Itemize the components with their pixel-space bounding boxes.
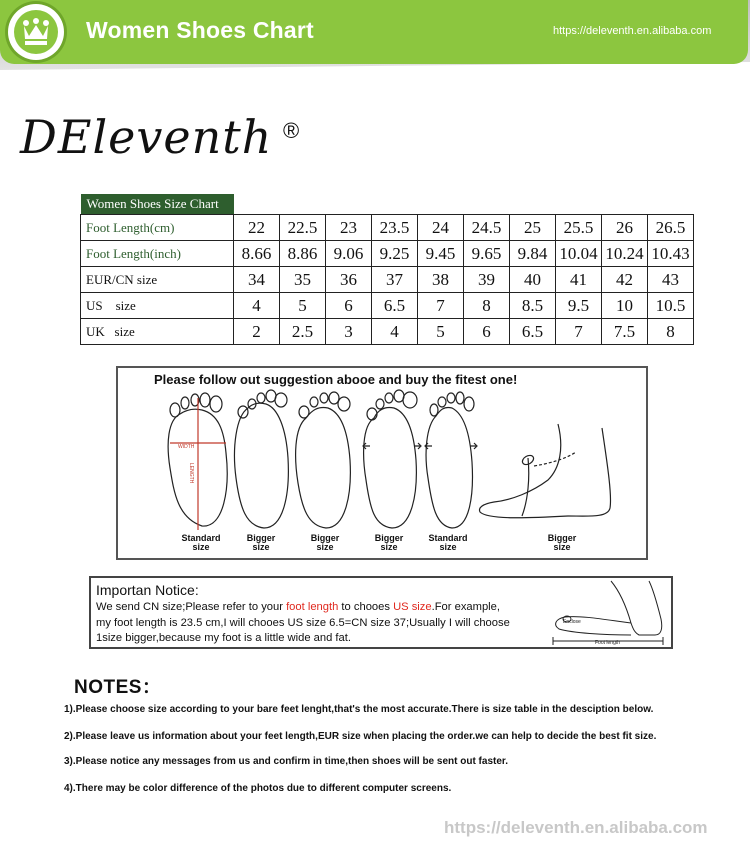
table-cell: 9.45 (418, 241, 464, 267)
table-row (81, 267, 694, 293)
table-cell: 39 (464, 267, 510, 293)
note-item: 3).Please notice any messages from us and confirm in time,then shoes will be sent out faster. (64, 756, 509, 767)
note-item: 4).There may be color difference of the photos due to different computer screens. (64, 783, 452, 794)
row-label: Foot Length(inch) (81, 241, 234, 267)
table-cell: 5 (418, 319, 464, 345)
foot-label-line: Standard (428, 533, 468, 543)
row-label: US size (81, 293, 234, 319)
table-cell: 6.5 (372, 293, 418, 319)
table-cell: 24.5 (464, 215, 510, 241)
table-cell: 8 (464, 293, 510, 319)
feet-illustration (118, 368, 646, 558)
foot-label-line: size (553, 542, 571, 552)
foot-label-line: Bigger (246, 533, 276, 543)
table-cell: 42 (602, 267, 648, 293)
table-cell: 2 (234, 319, 280, 345)
foot-label-line: Bigger (374, 533, 404, 543)
table-cell: 10.43 (648, 241, 694, 267)
notice-title: Importan Notice: (96, 582, 199, 598)
foot-guide-title: Please follow out suggestion abooe and buy the fitest one! (154, 372, 518, 387)
table-cell: 36 (326, 267, 372, 293)
foot-length-label: Foot length (595, 640, 621, 646)
foot-measure-icon (543, 579, 673, 647)
table-cell: 10.24 (602, 241, 648, 267)
table-row (81, 293, 694, 319)
table-row (81, 215, 694, 241)
width-label: WIDTH (178, 444, 195, 450)
table-cell: 4 (372, 319, 418, 345)
table-cell: 6 (464, 319, 510, 345)
notice-highlight: US size (393, 601, 432, 613)
logo-inner (14, 10, 58, 54)
table-cell: 9.84 (510, 241, 556, 267)
table-row (81, 319, 694, 345)
foot-side-view-icon (480, 424, 611, 518)
foot-outline-icon (235, 390, 289, 528)
brand-name: DEleventh (20, 110, 273, 164)
table-cell: 5 (280, 293, 326, 319)
row-label: UK size (81, 319, 234, 345)
table-cell: 10 (602, 293, 648, 319)
foot-label-standard (418, 534, 478, 552)
size-chart-table (80, 194, 694, 345)
table-cell: 37 (372, 267, 418, 293)
notice-text (96, 600, 536, 647)
notice-text-segment: to chooes (338, 601, 394, 613)
table-cell: 24 (418, 215, 464, 241)
logo-badge (8, 4, 64, 60)
foot-label-bigger (359, 534, 419, 552)
table-cell: 43 (648, 267, 694, 293)
foot-outline-icon (168, 393, 227, 530)
store-url[interactable]: https://deleventh.en.alibaba.com (553, 25, 712, 37)
foot-label-bigger (295, 534, 355, 552)
size-table-header-blank (234, 194, 694, 215)
registered-mark: ® (283, 118, 300, 143)
note-item: 2).Please leave us information about your feet length,EUR size when placing the order.we can help to decide the best fit size. (64, 731, 657, 742)
foot-label-line: Standard (181, 533, 221, 543)
row-label: Foot Length(cm) (81, 215, 234, 241)
header-banner (0, 0, 748, 64)
table-cell: 22.5 (280, 215, 326, 241)
table-cell: 8 (648, 319, 694, 345)
table-cell: 8.66 (234, 241, 280, 267)
size-table-header-row (81, 194, 694, 215)
table-cell: 25 (510, 215, 556, 241)
size-table-heading: Women Shoes Size Chart (81, 194, 234, 215)
table-cell: 38 (418, 267, 464, 293)
table-cell: 3 (326, 319, 372, 345)
foot-label-line: size (316, 542, 334, 552)
important-notice (89, 576, 673, 649)
foot-outline-icon (296, 392, 351, 528)
table-cell: 40 (510, 267, 556, 293)
foot-label-line: Bigger (310, 533, 340, 543)
table-row (81, 241, 694, 267)
notice-line-3: 1size bigger,because my foot is a little wide and fat. (96, 632, 351, 644)
table-cell: 34 (234, 267, 280, 293)
table-cell: 8.86 (280, 241, 326, 267)
table-cell: 7 (556, 319, 602, 345)
table-cell: 6 (326, 293, 372, 319)
foot-label-line: size (439, 542, 457, 552)
enclose-label: Enclose (563, 619, 581, 625)
table-cell: 8.5 (510, 293, 556, 319)
table-cell: 26.5 (648, 215, 694, 241)
length-label: LENGTH (188, 463, 194, 484)
table-cell: 4 (234, 293, 280, 319)
table-cell: 22 (234, 215, 280, 241)
foot-label-line: size (380, 542, 398, 552)
foot-label-line: size (252, 542, 270, 552)
table-cell: 9.5 (556, 293, 602, 319)
table-cell: 41 (556, 267, 602, 293)
table-cell: 9.06 (326, 241, 372, 267)
table-cell: 10.04 (556, 241, 602, 267)
note-item: 1).Please choose size according to your bare feet lenght,that's the most accurate.There is size table in the desciption below. (64, 704, 654, 715)
foot-label-line: size (192, 542, 210, 552)
notice-line-1 (96, 600, 536, 616)
table-cell: 7.5 (602, 319, 648, 345)
notice-highlight: foot length (286, 601, 339, 613)
table-cell: 2.5 (280, 319, 326, 345)
table-cell: 25.5 (556, 215, 602, 241)
table-cell: 9.65 (464, 241, 510, 267)
notice-text-segment: We send CN size;Please refer to your (96, 601, 287, 613)
foot-outline-icon (425, 392, 477, 528)
table-cell: 23 (326, 215, 372, 241)
table-cell: 6.5 (510, 319, 556, 345)
table-cell: 23.5 (372, 215, 418, 241)
footer-url[interactable]: https://deleventh.en.alibaba.com (444, 818, 708, 837)
table-cell: 10.5 (648, 293, 694, 319)
table-cell: 9.25 (372, 241, 418, 267)
foot-label-bigger (231, 534, 291, 552)
table-cell: 7 (418, 293, 464, 319)
foot-label-standard (171, 534, 231, 552)
foot-label-line: Bigger (547, 533, 577, 543)
foot-guide-panel (116, 366, 648, 560)
foot-label-bigger (532, 534, 592, 552)
crown-icon (14, 10, 58, 54)
table-cell: 26 (602, 215, 648, 241)
row-label: EUR/CN size (81, 267, 234, 293)
notice-text-segment: .For example, (431, 601, 501, 613)
banner-title: Women Shoes Chart (86, 17, 314, 43)
table-cell: 35 (280, 267, 326, 293)
foot-outline-icon (363, 390, 421, 528)
notice-line-2: my foot length is 23.5 cm,I will chooes US size 6.5=CN size 37;Usually I will choose (96, 616, 510, 629)
notes-title: NOTES： (74, 677, 162, 698)
